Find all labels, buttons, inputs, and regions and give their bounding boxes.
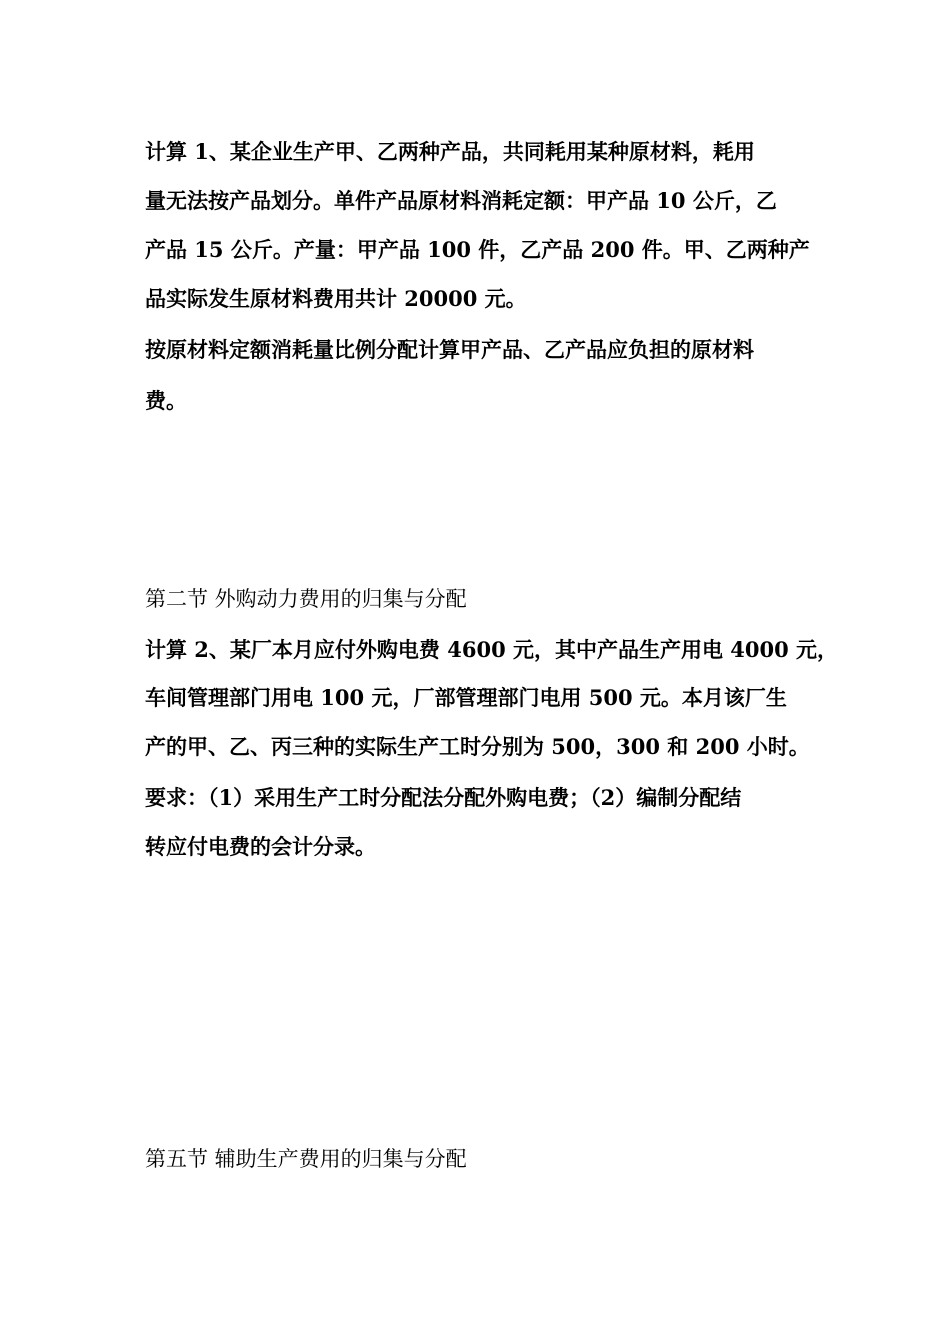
problem2-line-1: 计算 2、某厂本月应付外购电费 4600 元，其中产品生产用电 4000 元， [145,637,839,662]
problem1-line-1: 计算 1、某企业生产甲、乙两种产品，共同耗用某种原材料，耗用 [145,139,755,164]
problem2-line-4: 要求：（1）采用生产工时分配法分配外购电费；（2）编制分配结 [145,785,742,810]
section2-heading: 第二节 外购动力费用的归集与分配 [145,587,467,611]
problem2-line-2: 车间管理部门用电 100 元，厂部管理部门电用 500 元。本月该厂生 [145,685,787,710]
problem2-line-5: 转应付电费的会计分录。 [145,834,376,859]
problem1-line-4: 品实际发生原材料费用共计 20000 元。 [145,286,527,311]
problem1-line-2: 量无法按产品划分。单件产品原材料消耗定额：甲产品 10 公斤，乙 [145,188,777,213]
problem2-line-3: 产的甲、乙、丙三种的实际生产工时分别为 500，300 和 200 小时。 [145,734,810,759]
problem1-line-5: 按原材料定额消耗量比例分配计算甲产品、乙产品应负担的原材料 [145,337,754,362]
problem1-line-6: 费。 [145,388,187,413]
problem1-line-3: 产品 15 公斤。产量：甲产品 100 件，乙产品 200 件。甲、乙两种产 [145,237,810,262]
section5-heading: 第五节 辅助生产费用的归集与分配 [145,1147,467,1171]
